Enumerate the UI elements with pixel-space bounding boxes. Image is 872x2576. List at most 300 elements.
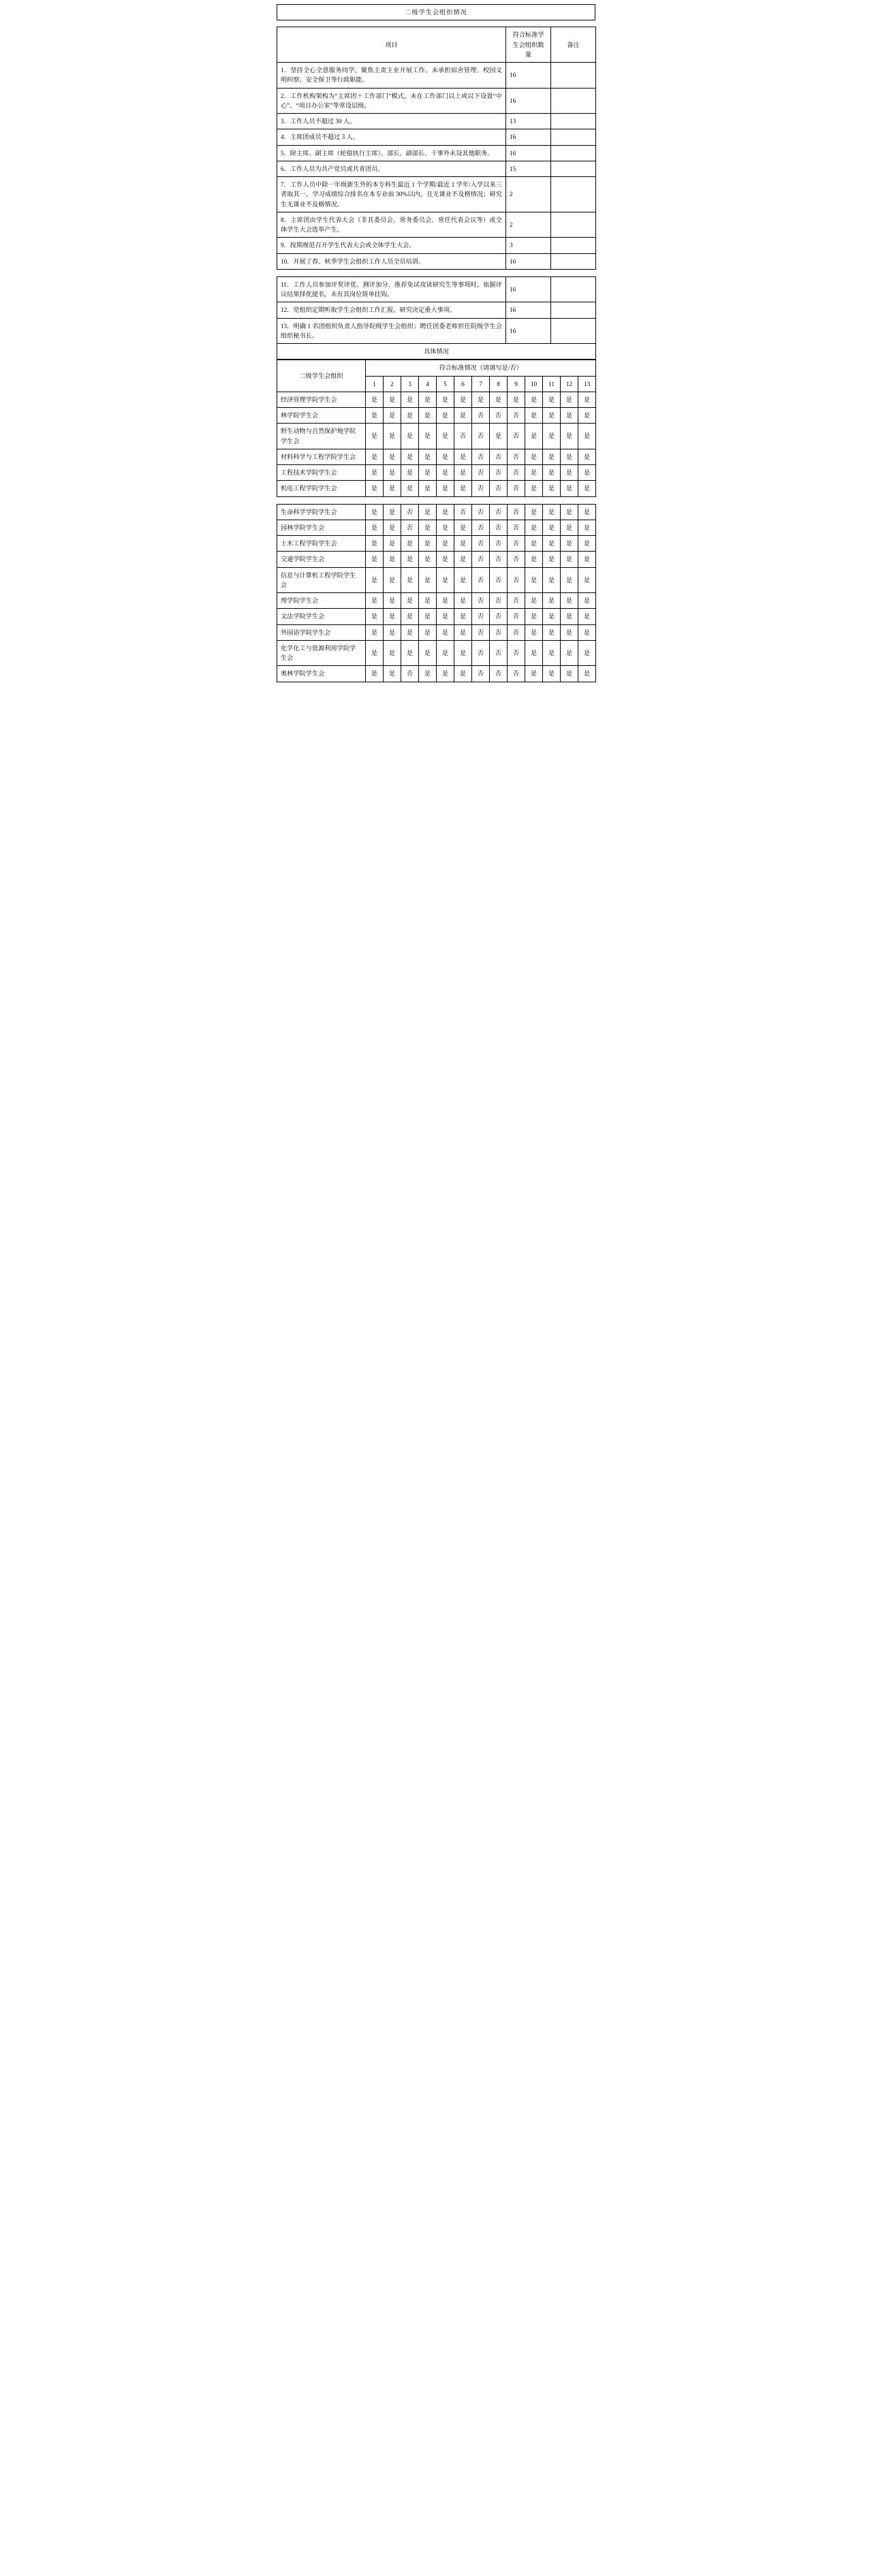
criteria-text: 5．除主席、副主席（轮值执行主席）、部长、副部长、干事外未设其他职务。 bbox=[277, 145, 506, 161]
cell-value: 否 bbox=[508, 567, 525, 593]
cell-value: 是 bbox=[561, 609, 578, 624]
cell-value: 是 bbox=[401, 609, 419, 624]
cell-value: 是 bbox=[419, 520, 437, 535]
cell-value: 是 bbox=[419, 567, 437, 593]
cell-value: 是 bbox=[437, 666, 454, 682]
cell-value: 否 bbox=[490, 536, 508, 552]
cell-value: 是 bbox=[366, 609, 384, 624]
cell-value: 是 bbox=[366, 392, 384, 407]
cell-value: 是 bbox=[401, 593, 419, 609]
cell-value: 是 bbox=[561, 392, 578, 407]
cell-value: 是 bbox=[437, 593, 454, 609]
cell-value: 否 bbox=[490, 465, 508, 481]
cell-value: 是 bbox=[384, 424, 401, 449]
col-1: 1 bbox=[366, 376, 384, 392]
cell-value: 否 bbox=[508, 624, 525, 640]
cell-value: 是 bbox=[561, 504, 578, 520]
table-row bbox=[277, 161, 596, 176]
cell-value: 是 bbox=[578, 593, 596, 609]
cell-value: 是 bbox=[543, 567, 561, 593]
cell-value: 是 bbox=[543, 552, 561, 567]
org-name: 文法学院学生会 bbox=[277, 609, 366, 624]
criteria-text: 6．工作人员为共产党员或共青团员。 bbox=[277, 161, 506, 176]
col-12: 12 bbox=[561, 376, 578, 392]
cell-value: 是 bbox=[384, 624, 401, 640]
cell-value: 是 bbox=[543, 408, 561, 424]
col-8: 8 bbox=[490, 376, 508, 392]
org-name: 外国语学院学生会 bbox=[277, 624, 366, 640]
criteria-count: 16 bbox=[506, 129, 551, 145]
org-name: 理学院学生会 bbox=[277, 593, 366, 609]
criteria-count: 13 bbox=[506, 114, 551, 129]
cell-value: 是 bbox=[454, 567, 472, 593]
cell-value: 是 bbox=[525, 392, 543, 407]
org-name: 机电工程学院学生会 bbox=[277, 481, 366, 496]
cell-value: 是 bbox=[543, 424, 561, 449]
criteria-text: 9．按期规范召开学生代表大会或全体学生大会。 bbox=[277, 238, 506, 253]
criteria-remark bbox=[551, 276, 596, 302]
cell-value: 是 bbox=[454, 609, 472, 624]
cell-value: 是 bbox=[525, 408, 543, 424]
cell-value: 是 bbox=[578, 408, 596, 424]
cell-value: 是 bbox=[454, 449, 472, 464]
cell-value: 是 bbox=[419, 552, 437, 567]
table-row bbox=[277, 318, 596, 344]
cell-value: 是 bbox=[561, 552, 578, 567]
cell-value: 是 bbox=[419, 536, 437, 552]
cell-value: 是 bbox=[525, 520, 543, 535]
cell-value: 是 bbox=[525, 609, 543, 624]
cell-value: 是 bbox=[384, 666, 401, 682]
criteria-text: 12．党组织定期听取学生会组织工作汇报，研究决定重大事项。 bbox=[277, 302, 506, 318]
cell-value: 否 bbox=[472, 609, 490, 624]
table-row bbox=[277, 88, 596, 114]
cell-value: 是 bbox=[561, 481, 578, 496]
cell-value: 是 bbox=[543, 392, 561, 407]
cell-value: 是 bbox=[543, 666, 561, 682]
cell-value: 是 bbox=[437, 465, 454, 481]
cell-value: 是 bbox=[401, 449, 419, 464]
cell-value: 否 bbox=[508, 666, 525, 682]
col-9: 9 bbox=[508, 376, 525, 392]
criteria-remark bbox=[551, 302, 596, 318]
cell-value: 否 bbox=[472, 666, 490, 682]
cell-value: 是 bbox=[384, 567, 401, 593]
cell-value: 否 bbox=[472, 504, 490, 520]
cell-value: 是 bbox=[508, 392, 525, 407]
cell-value: 是 bbox=[366, 666, 384, 682]
cell-value: 是 bbox=[437, 552, 454, 567]
table-row bbox=[277, 177, 596, 212]
cell-value: 是 bbox=[543, 640, 561, 666]
document-title: 二级学生会组织情况 bbox=[277, 5, 595, 20]
col-5: 5 bbox=[437, 376, 454, 392]
cell-value: 是 bbox=[561, 465, 578, 481]
cell-value: 是 bbox=[401, 624, 419, 640]
cell-value: 否 bbox=[490, 449, 508, 464]
cell-value: 是 bbox=[437, 640, 454, 666]
cell-value: 是 bbox=[454, 520, 472, 535]
cell-value: 是 bbox=[437, 520, 454, 535]
cell-value: 否 bbox=[490, 640, 508, 666]
cell-value: 否 bbox=[472, 424, 490, 449]
cell-value: 是 bbox=[543, 481, 561, 496]
criteria-remark bbox=[551, 88, 596, 114]
cell-value: 是 bbox=[401, 536, 419, 552]
cell-value: 是 bbox=[384, 481, 401, 496]
criteria-remark bbox=[551, 145, 596, 161]
cell-value: 否 bbox=[472, 408, 490, 424]
cell-value: 是 bbox=[543, 624, 561, 640]
table-row bbox=[277, 212, 596, 238]
criteria-text: 3．工作人员不超过 30 人。 bbox=[277, 114, 506, 129]
table-row bbox=[277, 114, 596, 129]
cell-value: 是 bbox=[578, 424, 596, 449]
cell-value: 是 bbox=[543, 449, 561, 464]
cell-value: 是 bbox=[401, 408, 419, 424]
cell-value: 否 bbox=[508, 593, 525, 609]
criteria-remark bbox=[551, 114, 596, 129]
header-item: 项目 bbox=[277, 27, 506, 63]
cell-value: 是 bbox=[543, 536, 561, 552]
cell-value: 是 bbox=[384, 536, 401, 552]
col-4: 4 bbox=[419, 376, 437, 392]
criteria-text: 13．明确 1 名团组织负责人指导院级学生会组织；聘任团委老师担任院级学生会组织秘书长。 bbox=[277, 318, 506, 344]
document-page bbox=[0, 0, 872, 682]
header-org: 二级学生会组织 bbox=[277, 360, 366, 392]
org-name: 生命科学学院学生会 bbox=[277, 504, 366, 520]
table-row bbox=[277, 666, 596, 682]
cell-value: 否 bbox=[508, 481, 525, 496]
cell-value: 是 bbox=[419, 593, 437, 609]
cell-value: 否 bbox=[472, 481, 490, 496]
cell-value: 是 bbox=[578, 481, 596, 496]
cell-value: 是 bbox=[419, 392, 437, 407]
criteria-count: 16 bbox=[506, 253, 551, 269]
cell-value: 是 bbox=[419, 624, 437, 640]
cell-value: 是 bbox=[401, 567, 419, 593]
cell-value: 是 bbox=[578, 640, 596, 666]
cell-value: 是 bbox=[543, 609, 561, 624]
cell-value: 是 bbox=[437, 424, 454, 449]
cell-value: 是 bbox=[454, 640, 472, 666]
criteria-remark bbox=[551, 177, 596, 212]
title-row bbox=[277, 5, 595, 20]
table-row bbox=[277, 593, 596, 609]
criteria-text: 1．坚持全心全意服务同学，聚焦主责主业开展工作。未承担宿舍管理、校园文明纠察、安全保卫等行政职能。 bbox=[277, 63, 506, 89]
cell-value: 是 bbox=[525, 640, 543, 666]
cell-value: 是 bbox=[561, 640, 578, 666]
criteria-table-part1 bbox=[277, 27, 596, 270]
cell-value: 是 bbox=[366, 465, 384, 481]
cell-value: 是 bbox=[419, 504, 437, 520]
table-row bbox=[277, 253, 596, 269]
org-name: 林学院学生会 bbox=[277, 408, 366, 424]
cell-value: 是 bbox=[525, 552, 543, 567]
document-body bbox=[277, 4, 595, 682]
table-row bbox=[277, 129, 596, 145]
table-row bbox=[277, 392, 596, 407]
org-name: 工程技术学院学生会 bbox=[277, 465, 366, 481]
cell-value: 否 bbox=[490, 408, 508, 424]
cell-value: 是 bbox=[384, 609, 401, 624]
cell-value: 否 bbox=[508, 449, 525, 464]
cell-value: 否 bbox=[490, 624, 508, 640]
table-row bbox=[277, 276, 596, 302]
cell-value: 是 bbox=[437, 609, 454, 624]
criteria-remark bbox=[551, 212, 596, 238]
cell-value: 是 bbox=[578, 666, 596, 682]
cell-value: 是 bbox=[366, 536, 384, 552]
cell-value: 是 bbox=[366, 424, 384, 449]
cell-value: 是 bbox=[419, 609, 437, 624]
col-10: 10 bbox=[525, 376, 543, 392]
cell-value: 是 bbox=[366, 593, 384, 609]
cell-value: 是 bbox=[561, 666, 578, 682]
criteria-count: 16 bbox=[506, 63, 551, 89]
cell-value: 是 bbox=[578, 624, 596, 640]
criteria-text: 4．主席团成员不超过 3 人。 bbox=[277, 129, 506, 145]
org-name: 园林学院学生会 bbox=[277, 520, 366, 535]
cell-value: 是 bbox=[384, 520, 401, 535]
table-row bbox=[277, 536, 596, 552]
cell-value: 是 bbox=[384, 465, 401, 481]
cell-value: 否 bbox=[472, 536, 490, 552]
cell-value: 是 bbox=[561, 520, 578, 535]
cell-value: 否 bbox=[508, 640, 525, 666]
cell-value: 是 bbox=[419, 408, 437, 424]
cell-value: 否 bbox=[490, 567, 508, 593]
cell-value: 是 bbox=[561, 536, 578, 552]
col-13: 13 bbox=[578, 376, 596, 392]
table-row bbox=[277, 609, 596, 624]
cell-value: 是 bbox=[578, 520, 596, 535]
cell-value: 是 bbox=[561, 449, 578, 464]
cell-value: 否 bbox=[472, 552, 490, 567]
cell-value: 是 bbox=[401, 465, 419, 481]
table-row bbox=[277, 520, 596, 535]
cell-value: 是 bbox=[490, 424, 508, 449]
table-row bbox=[277, 465, 596, 481]
table-row bbox=[277, 640, 596, 666]
table-row bbox=[277, 238, 596, 253]
table-row bbox=[277, 63, 596, 89]
cell-value: 是 bbox=[578, 609, 596, 624]
cell-value: 否 bbox=[472, 567, 490, 593]
detail-table-part2 bbox=[277, 504, 596, 682]
cell-value: 是 bbox=[401, 640, 419, 666]
cell-value: 是 bbox=[384, 504, 401, 520]
org-name: 化学化工与资源利用学院学生会 bbox=[277, 640, 366, 666]
cell-value: 是 bbox=[419, 640, 437, 666]
cell-value: 是 bbox=[578, 552, 596, 567]
cell-value: 否 bbox=[401, 520, 419, 535]
cell-value: 否 bbox=[490, 520, 508, 535]
cell-value: 是 bbox=[578, 392, 596, 407]
cell-value: 否 bbox=[490, 552, 508, 567]
cell-value: 是 bbox=[525, 449, 543, 464]
cell-value: 是 bbox=[525, 465, 543, 481]
cell-value: 是 bbox=[366, 481, 384, 496]
cell-value: 是 bbox=[384, 449, 401, 464]
cell-value: 是 bbox=[366, 449, 384, 464]
section-title-row bbox=[277, 344, 596, 360]
table-row bbox=[277, 145, 596, 161]
cell-value: 是 bbox=[543, 504, 561, 520]
cell-value: 是 bbox=[384, 392, 401, 407]
cell-value: 是 bbox=[419, 424, 437, 449]
cell-value: 否 bbox=[472, 624, 490, 640]
cell-value: 否 bbox=[490, 609, 508, 624]
cell-value: 是 bbox=[437, 408, 454, 424]
cell-value: 是 bbox=[490, 392, 508, 407]
criteria-count: 16 bbox=[506, 276, 551, 302]
cell-value: 是 bbox=[384, 552, 401, 567]
cell-value: 是 bbox=[419, 666, 437, 682]
cell-value: 是 bbox=[454, 536, 472, 552]
cell-value: 是 bbox=[401, 552, 419, 567]
cell-value: 是 bbox=[366, 408, 384, 424]
cell-value: 是 bbox=[561, 593, 578, 609]
cell-value: 是 bbox=[472, 392, 490, 407]
section-title: 具体情况 bbox=[277, 344, 596, 360]
table-row bbox=[277, 567, 596, 593]
header-count: 符合标准学生会组织数量 bbox=[506, 27, 551, 63]
criteria-text: 8．主席团由学生代表大会（非其委员会、常务委员会、常任代表会议等）或全体学生大会选举产生。 bbox=[277, 212, 506, 238]
criteria-remark bbox=[551, 129, 596, 145]
criteria-remark bbox=[551, 318, 596, 344]
cell-value: 是 bbox=[525, 424, 543, 449]
cell-value: 否 bbox=[508, 609, 525, 624]
cell-value: 是 bbox=[454, 552, 472, 567]
cell-value: 是 bbox=[366, 504, 384, 520]
cell-value: 是 bbox=[419, 481, 437, 496]
col-7: 7 bbox=[472, 376, 490, 392]
cell-value: 否 bbox=[490, 504, 508, 520]
cell-value: 否 bbox=[472, 465, 490, 481]
cell-value: 是 bbox=[525, 481, 543, 496]
cell-value: 否 bbox=[490, 481, 508, 496]
cell-value: 是 bbox=[525, 504, 543, 520]
criteria-count: 3 bbox=[506, 238, 551, 253]
cell-value: 否 bbox=[454, 504, 472, 520]
cell-value: 是 bbox=[366, 567, 384, 593]
criteria-count: 16 bbox=[506, 88, 551, 114]
cell-value: 是 bbox=[454, 481, 472, 496]
criteria-count: 16 bbox=[506, 318, 551, 344]
cell-value: 是 bbox=[437, 504, 454, 520]
org-name: 交通学院学生会 bbox=[277, 552, 366, 567]
cell-value: 否 bbox=[508, 504, 525, 520]
cell-value: 否 bbox=[508, 536, 525, 552]
cell-value: 是 bbox=[401, 481, 419, 496]
cell-value: 是 bbox=[525, 666, 543, 682]
cell-value: 是 bbox=[384, 593, 401, 609]
cell-value: 是 bbox=[454, 624, 472, 640]
cell-value: 是 bbox=[454, 392, 472, 407]
cell-value: 是 bbox=[578, 567, 596, 593]
criteria-text: 10．开展了春、秋季学生会组织工作人员全员培训。 bbox=[277, 253, 506, 269]
detail-header-row bbox=[277, 360, 596, 376]
criteria-remark bbox=[551, 161, 596, 176]
criteria-remark bbox=[551, 253, 596, 269]
cell-value: 是 bbox=[366, 552, 384, 567]
cell-value: 是 bbox=[419, 465, 437, 481]
cell-value: 否 bbox=[490, 593, 508, 609]
cell-value: 是 bbox=[419, 449, 437, 464]
cell-value: 是 bbox=[525, 536, 543, 552]
header-remark: 备注 bbox=[551, 27, 596, 63]
cell-value: 否 bbox=[401, 666, 419, 682]
cell-value: 是 bbox=[525, 593, 543, 609]
org-name: 奥林学院学生会 bbox=[277, 666, 366, 682]
table-row bbox=[277, 504, 596, 520]
cell-value: 是 bbox=[437, 392, 454, 407]
col-2: 2 bbox=[384, 376, 401, 392]
header-compliance: 符合标准情况（请填写是/否） bbox=[366, 360, 596, 376]
cell-value: 否 bbox=[401, 504, 419, 520]
cell-value: 是 bbox=[366, 520, 384, 535]
cell-value: 是 bbox=[561, 424, 578, 449]
cell-value: 否 bbox=[472, 449, 490, 464]
detail-table-part1 bbox=[277, 360, 596, 496]
cell-value: 是 bbox=[525, 624, 543, 640]
cell-value: 是 bbox=[578, 449, 596, 464]
cell-value: 是 bbox=[578, 465, 596, 481]
cell-value: 是 bbox=[437, 567, 454, 593]
criteria-count: 15 bbox=[506, 161, 551, 176]
cell-value: 是 bbox=[561, 624, 578, 640]
cell-value: 是 bbox=[543, 465, 561, 481]
cell-value: 是 bbox=[454, 593, 472, 609]
criteria-text: 11．工作人员参加评奖评优、测评加分、推荐免试攻读研究生等事项时，依据评议结果择优提名，未有其岗位简单挂钩。 bbox=[277, 276, 506, 302]
criteria-count: 2 bbox=[506, 177, 551, 212]
cell-value: 是 bbox=[366, 640, 384, 666]
cell-value: 否 bbox=[472, 520, 490, 535]
criteria-remark bbox=[551, 63, 596, 89]
cell-value: 否 bbox=[490, 666, 508, 682]
cell-value: 是 bbox=[543, 593, 561, 609]
cell-value: 是 bbox=[578, 504, 596, 520]
cell-value: 是 bbox=[384, 640, 401, 666]
cell-value: 是 bbox=[366, 624, 384, 640]
table-row bbox=[277, 624, 596, 640]
criteria-text: 7．工作人员中除一年级新生外的本专科生最近 1 个学期/最近 1 学年/入学以来三者取其一，学习成绩综合排名在本专业前 30%以内，且无课业不及格情况；研究生无课业不及格情况。 bbox=[277, 177, 506, 212]
org-name: 信息与计算机工程学院学生会 bbox=[277, 567, 366, 593]
cell-value: 是 bbox=[437, 481, 454, 496]
cell-value: 是 bbox=[401, 392, 419, 407]
org-name: 经济管理学院学生会 bbox=[277, 392, 366, 407]
cell-value: 是 bbox=[578, 536, 596, 552]
cell-value: 是 bbox=[401, 424, 419, 449]
cell-value: 否 bbox=[472, 593, 490, 609]
cell-value: 否 bbox=[454, 424, 472, 449]
criteria-table-part2 bbox=[277, 276, 596, 360]
cell-value: 是 bbox=[561, 408, 578, 424]
cell-value: 是 bbox=[437, 449, 454, 464]
cell-value: 否 bbox=[508, 424, 525, 449]
table-row bbox=[277, 302, 596, 318]
criteria-count: 16 bbox=[506, 302, 551, 318]
cell-value: 是 bbox=[454, 408, 472, 424]
table-row bbox=[277, 424, 596, 449]
cell-value: 否 bbox=[508, 465, 525, 481]
criteria-count: 2 bbox=[506, 212, 551, 238]
table-row bbox=[277, 408, 596, 424]
criteria-text: 2．工作机构架构为“主席团＋工作部门”模式，未在工作部门以上或以下设置“中心”、“项目办公室”等常设层级。 bbox=[277, 88, 506, 114]
cell-value: 否 bbox=[508, 408, 525, 424]
title-table bbox=[277, 4, 595, 20]
